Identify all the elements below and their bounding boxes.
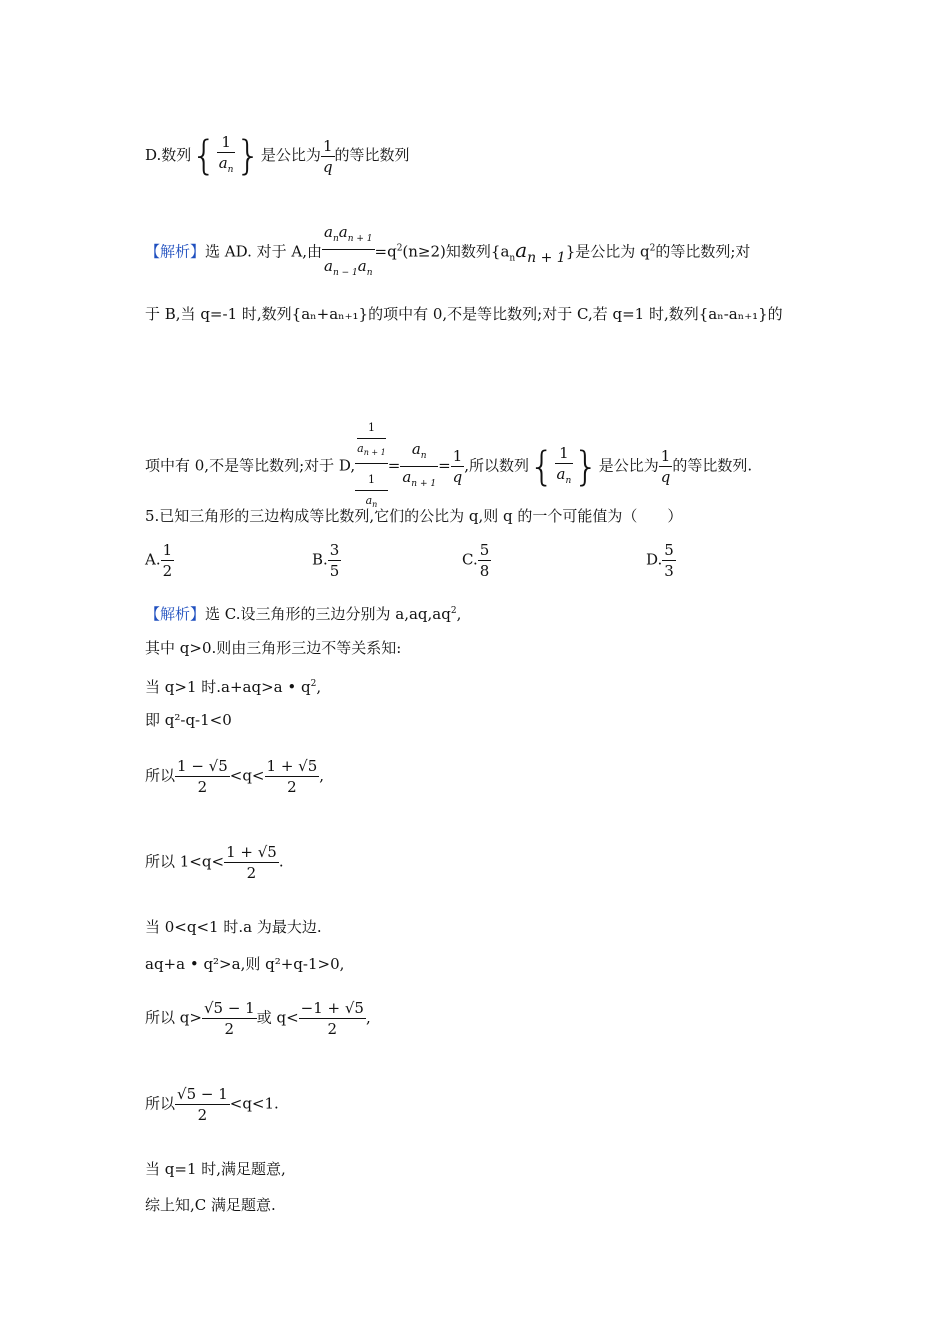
fraction-sqrt5-minus-1-over-2: $\frac{√5 - 1}{2}$ [203, 999, 255, 1038]
analysis1-line3-d: ,所以数列 [464, 456, 530, 475]
question5-stem: 5.已知三角形的三边构成等比数列,它们的公比为 q,则 q 的一个可能值为（ ） [145, 507, 683, 525]
analysis2-line8: aq+a • q²>a,则 q²+q-1>0, [145, 955, 345, 973]
fraction-1-over-q-3: $\frac{1}{q}$ [660, 447, 671, 487]
option-d [646, 540, 676, 581]
fraction-sqrt5-minus-1-over-2-b: $\frac{√5 - 1}{2}$ [177, 1085, 228, 1124]
fraction-anan1-over-an1an: $\frac{a_na_{n + 1}}{a_{n - 1}a_n}$ [324, 223, 373, 278]
fraction-neg1-plus-sqrt5-over-2: $\frac{-1 + √5}{2}$ [300, 999, 364, 1038]
analysis1-line1: 【解析】选 AD. 对于 A,由 $\frac{a_na_{n + 1}}{a_{n - 1}a_n}$ $=q^2(n\ge 2)$知数列$\{a_na_{n + 1}\}$是公比为 $q^2$的等比数列;对 [145, 222, 750, 283]
analysis2-line5: 所以 $\frac{1 - √5}{2}$ <q< $\frac{1 + √5}{2}$ , [145, 757, 325, 796]
analysis1-line3-c: = [438, 456, 451, 475]
analysis2-line3: 当 q>1 时.a+aq>a • $q^2$, [145, 678, 322, 696]
analysis2-line12: 综上知,C 满足题意. [145, 1196, 276, 1214]
analysis2-line11: 当 q=1 时,满足题意, [145, 1160, 286, 1178]
option-b-label: B. [312, 550, 328, 569]
analysis1-line3-f: 的等比数列. [672, 456, 753, 475]
option-c-fraction [478, 540, 492, 581]
option-d-suffix: 的等比数列 [334, 146, 410, 164]
fraction-1-minus-sqrt5-over-2: $\frac{1 - √5}{2}$ [177, 757, 228, 796]
right-brace-2: } [573, 443, 599, 490]
analysis1-text-e: 的等比数列;对 [655, 242, 751, 261]
l6-prefix: 所以 1<q< [145, 852, 225, 871]
analysis2-l1-text: 选 C.设三角形的三边分别为 a,aq,aq [205, 605, 451, 623]
option-d-label: D. [646, 550, 663, 569]
analysis1-line2: 于 B,当 q=-1 时,数列{aₙ+aₙ₊₁}的项中有 0,不是等比数列;对于 C,若 q=1 时,数列{aₙ-aₙ₊₁}的 [145, 305, 783, 323]
option-a-fraction [161, 540, 175, 581]
fraction-an-over-an1: $\frac{a_n}{a_{n + 1}}$ [400, 439, 438, 494]
option-a [145, 540, 174, 581]
analysis1-line3-b: = [387, 456, 401, 475]
option-c-den: 8 [479, 562, 490, 580]
analysis1-text-d: }是公比为 q [565, 242, 650, 261]
option-d-prefix: D.数列 [145, 146, 192, 164]
fraction-1-over-an: $\frac{1}{a_n}$ [217, 132, 236, 180]
option-b [312, 540, 341, 581]
left-brace: { [191, 133, 217, 179]
analysis2-line10 [145, 1084, 279, 1125]
l9-mid: 或 q< [256, 1008, 299, 1027]
complex-fraction: 1 $a_{n + 1}$ 1 $a_n$ [355, 418, 388, 515]
option-b-fraction [328, 540, 342, 581]
analysis2-l3-text: 当 q>1 时.a+aq>a • q [145, 678, 311, 696]
option-d-mid: 是公比为 [260, 146, 321, 164]
option-b-num: 3 [329, 541, 340, 559]
option-c-label: C. [462, 550, 478, 569]
l9-prefix: 所以 q> [145, 1008, 202, 1027]
a-n-plus-1: $a_{n + 1}$ [515, 237, 566, 266]
analysis2-tag: 【解析】 [145, 605, 206, 623]
option-d-den: 3 [664, 562, 674, 580]
analysis2-line7: 当 0<q<1 时.a 为最大边. [145, 918, 322, 936]
l10-prefix: 所以 [145, 1094, 176, 1113]
option-d-line [145, 132, 410, 180]
analysis2-line2: 其中 q>0.则由三角形三边不等关系知: [145, 639, 402, 657]
fraction-1-over-an-2: $\frac{1}{a_n}$ [555, 443, 574, 491]
fraction-1-plus-sqrt5-over-2-b: $\frac{1 + √5}{2}$ [226, 843, 277, 882]
analysis1-line3-e: 是公比为 [598, 456, 659, 475]
analysis1-text-c: (n≥2)知数列{a [402, 242, 510, 261]
l10-suffix: <q<1. [229, 1094, 279, 1113]
l5-mid: <q< [229, 766, 265, 785]
right-brace: } [235, 133, 261, 179]
fraction-1-over-q: $\frac{1}{q}$ [322, 136, 333, 176]
option-d-fraction [662, 540, 676, 581]
left-brace-2: { [529, 443, 555, 490]
option-b-den: 5 [329, 562, 340, 580]
analysis2-line9: 所以 q> $\frac{√5 - 1}{2}$ 或 q< $\frac{-1 + √5}{2}$ , [145, 999, 371, 1038]
analysis1-line3-a: 项中有 0,不是等比数列;对于 D, [145, 456, 356, 475]
analysis2-line6: 所以 1<q< $\frac{1 + √5}{2}$ . [145, 843, 284, 882]
option-a-num: 1 [162, 541, 173, 559]
analysis-tag: 【解析】 [145, 242, 206, 261]
option-c-num: 5 [479, 541, 490, 559]
option-a-den: 2 [162, 562, 173, 580]
fraction-1-plus-sqrt5-over-2: $\frac{1 + √5}{2}$ [266, 757, 318, 796]
option-a-label: A. [145, 550, 161, 569]
l5-prefix: 所以 [145, 766, 176, 785]
option-c [462, 540, 491, 581]
analysis2-line4: 即 q²-q-1<0 [145, 711, 232, 729]
analysis1-text-b: =q [374, 242, 397, 261]
analysis1-line3 [145, 418, 752, 515]
analysis2-line1: 【解析】选 C.设三角形的三边分别为 $a,aq,aq^2$, [145, 605, 462, 623]
option-d-num: 5 [664, 541, 674, 559]
analysis1-text-a: 选 AD. 对于 A,由 [205, 242, 323, 261]
fraction-1-over-q-2: $\frac{1}{q}$ [452, 447, 463, 487]
